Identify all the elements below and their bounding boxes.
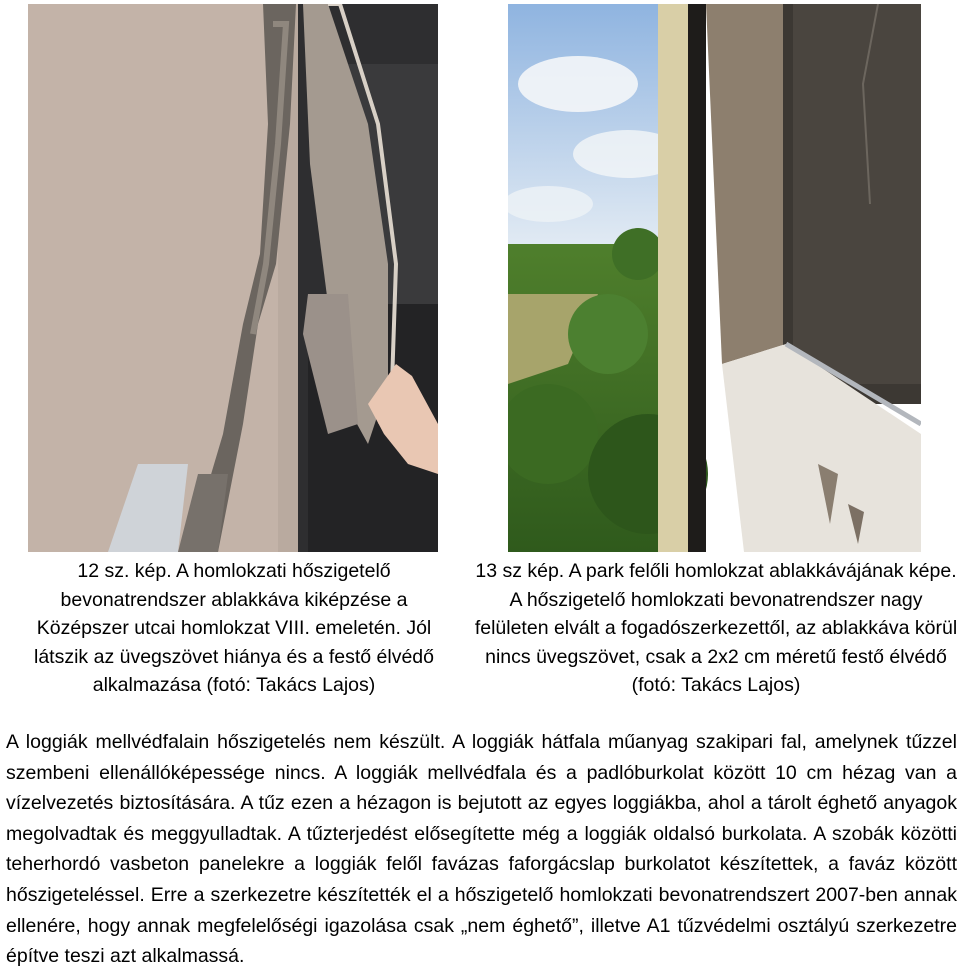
photo-park-side-window-reveal [508,4,921,552]
body-paragraph-text: A loggiák mellvédfalain hőszigetelés nem készült. A loggiák hátfala műanyag szakipari fal, amelynek tűzzel szembeni ellenállóképessége nincs. A loggiák mellvédfala és a padlóburkolat között 10 cm hézag van a vízelvezetés biztosítására. A tűz ezen a hézagon is bejutott az egyes loggiákba, ahol a tárolt éghető anyagok megolvadtak és meggyulladtak. A tűzterjedést elősegítette még a loggiák oldalsó burkolata. A szobák közötti teherhordó vasbeton panelekre a loggiák felől favázas faforgácslap burkolatot készítettek, a faváz között hőszigeteléssel. Erre a szerkezetre készítették el a hőszigetelő homlokzati bevonatrendszert 2007-ben annak ellenére, hogy annak megfelelőségi igazolása csak „nem éghető”, illetve A1 tűzvédelmi osztályú szerkezetre építve teszi azt alkalmassá. [6,731,957,968]
figure-caption-12 [14,557,454,700]
figure-caption-12-text: 12 sz. kép. A homlokzati hőszigetelő bevonatrendszer ablakkáva kiképzése a Középszer utcai homlokzat VIII. emeletén. Jól látszik az üvegszövet hiánya és a festő élvédő alkalmazása (fotó: Takács Lajos) [34,560,434,696]
body-paragraph [6,727,957,972]
photo-window-reveal-facade [28,4,438,552]
figure-caption-13 [474,557,958,700]
figure-caption-13-text: 13 sz kép. A park felőli homlokzat ablakkávájának képe. A hőszigetelő homlokzati bevonatrendszer nagy felületen elvált a fogadószerkezettől, az ablakkáva körül nincs üvegszövet, csak a 2x2 cm méretű festő élvédő (fotó: Takács Lajos) [474,560,958,696]
